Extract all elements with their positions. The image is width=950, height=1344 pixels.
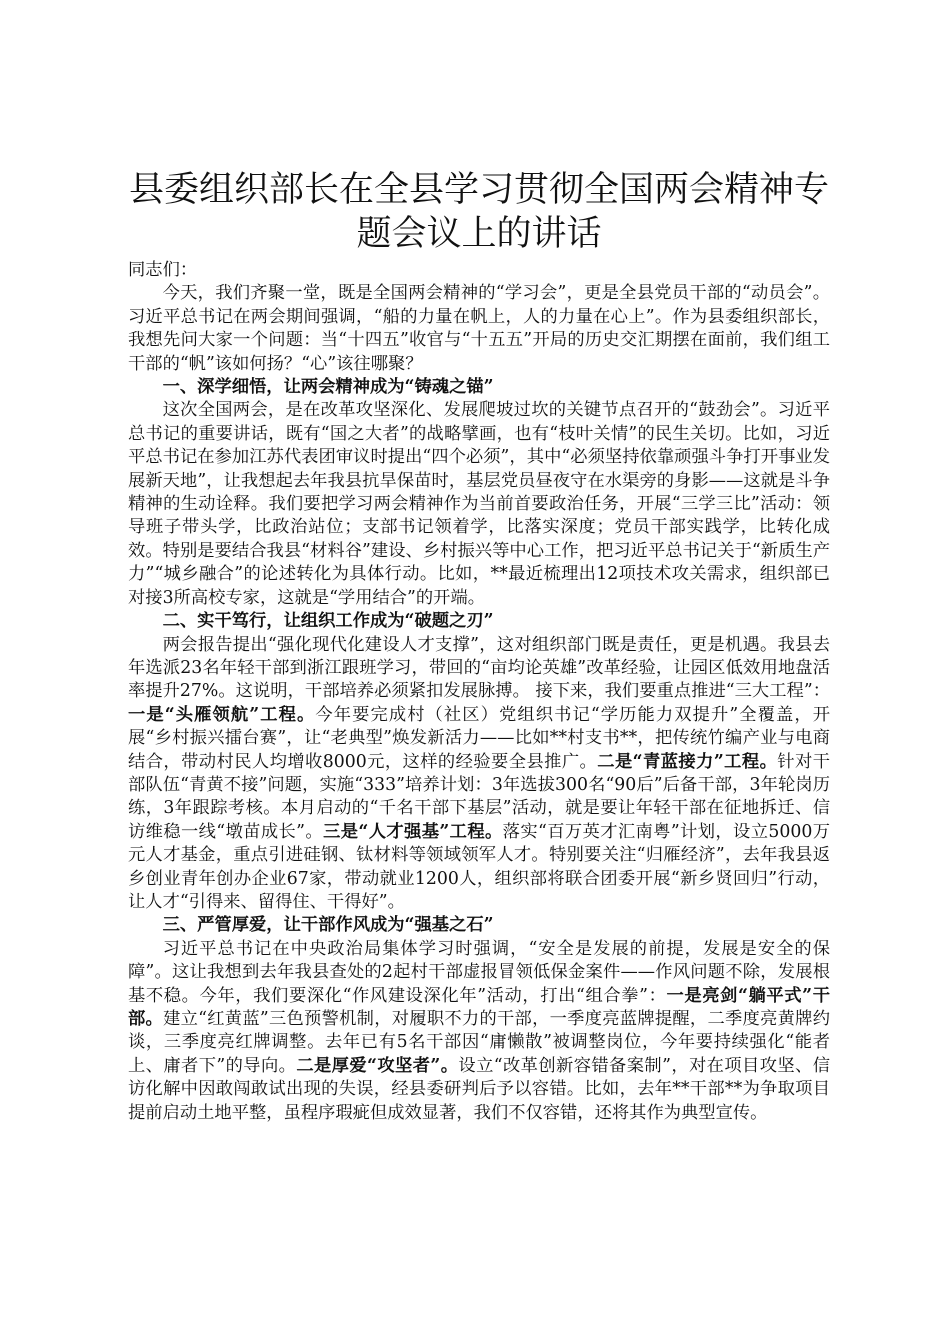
section-3-bold-1: 一是亮剑“躺平式”干部。 (128, 985, 830, 1029)
section-2-text-3: 针对干部队伍“青黄不接”问题，实施“333”培养计划：3年选拔300名“90后”后备干部，3年轮岗历练，3年跟踪考核。本月启动的“千名干部下基层”活动，就是要让年轻干部在征地拆迁、信访维稳一线“墩苗成长”。 (128, 751, 830, 842)
document-title: 县委组织部长在全县学习贯彻全国两会精神专题会议上的讲话 (128, 170, 829, 254)
document-page (128, 168, 830, 1125)
section-3-text-1: 习近平总书记在中央政治局集体学习时强调，“安全是发展的前提，发展是安全的保障”。这让我想到去年我县查处的2起村干部虚报冒领低保金案件——作风问题不除，发展根基不稳。今年，我们要深化“作风建设深化年”活动，打出“组合拳”： (128, 938, 830, 1006)
section-2-paragraph (128, 634, 830, 915)
section-2-bold-3: 三是“人才强基”工程。 (323, 821, 503, 842)
intro-paragraph: 今天，我们齐聚一堂，既是全国两会精神的“学习会”，更是全县党员干部的“动员会”。习近平总书记在两会期间强调，“船的力量在帆上，人的力量在心上”。作为县委组织部长，我想先问大家一个问题：当“十四五”收官与“十五五”开局的历史交汇期摆在面前，我们组工干部的“帆”该如何扬？“心”该往哪聚？ (128, 283, 830, 374)
section-2-bold-1: 一是“头雁领航”工程。 (128, 704, 316, 725)
section-2-heading: 二、实干笃行，让组织工作成为“破题之刃” (162, 611, 494, 632)
section-1-paragraph: 这次全国两会，是在改革攻坚深化、发展爬坡过坎的关键节点召开的“鼓劲会”。习近平总书记的重要讲话，既有“国之大者”的战略擘画，也有“枝叶关情”的民生关切。比如，习近平总书记在参加江苏代表团审议时提出“四个必须”，其中“必须坚持依靠顽强斗争打开事业发展新天地”，让我想起去年我县抗旱保苗时，基层党员昼夜守在水渠旁的身影——这就是斗争精神的生动诠释。我们要把学习两会精神作为当前首要政治任务，开展“三学三比”活动：领导班子带头学，比政治站位；支部书记领着学，比落实深度；党员干部实践学，比转化成效。特别是要结合我县“材料谷”建设、乡村振兴等中心工作，把习近平总书记关于“新质生产力”“城乡融合”的论述转化为具体行动。比如，**最近梳理出12项技术攻关需求，组织部已对接3所高校专家，这就是“学用结合”的开端。 (128, 400, 830, 608)
section-3-paragraph (128, 938, 830, 1125)
section-2-text-1: 两会报告提出“强化现代化建设人才支撑”，这对组织部门既是责任，更是机遇。我县去年选派23名年轻干部到浙江跟班学习，带回的“亩均论英雄”改革经验，让园区低效用地盘活率提升27%。这说明，干部培养必须紧扣发展脉搏。 接下来，我们要重点推进“三大工程”： (128, 634, 830, 702)
salutation: 同志们： (128, 260, 198, 280)
section-3-text-3: 设立“改革创新容错备案制”，对在项目攻坚、信访化解中因敢闯敢试出现的失误，经县委研判后予以容错。比如，去年**干部**为争取项目提前启动土地平整，虽程序瑕疵但成效显著，我们不仅容错，还将其作为典型宣传。 (128, 1055, 831, 1123)
section-1-heading: 一、深学细悟，让两会精神成为“铸魂之锚” (162, 377, 494, 398)
section-2-bold-2: 二是“青蓝接力”工程。 (597, 751, 778, 772)
section-3-heading: 三、严管厚爱，让干部作风成为“强基之石” (162, 915, 494, 936)
section-3-text-2: 建立“红黄蓝”三色预警机制，对履职不力的干部，一季度亮蓝牌提醒，二季度亮黄牌约谈，三季度亮红牌调整。去年已有5名干部因“庸懒散”被调整岗位，今年要持续强化“能者上、庸者下”的导向。 (128, 1009, 830, 1076)
section-3-bold-2: 二是厚爱“攻坚者”。 (296, 1055, 459, 1076)
section-2-text-4: 落实“百万英才汇南粤”计划，设立5000万元人才基金，重点引进硅钢、钛材料等领域领军人才。特别要关注“归雁经济”，去年我县返乡创业青年创办企业67家，带动就业1200人，组织部将联合团委开展“新乡贤回归”行动，让人才“引得来、留得住、干得好”。 (128, 821, 831, 912)
section-2-text-2: 今年要完成村（社区）党组织书记“学历能力双提升”全覆盖，开展“乡村振兴擂台赛”，让“老典型”焕发新活力——比如**村支书**，把传统竹编产业与电商结合，带动村民人均增收8000元，这样的经验要全县推广。 (128, 704, 831, 772)
